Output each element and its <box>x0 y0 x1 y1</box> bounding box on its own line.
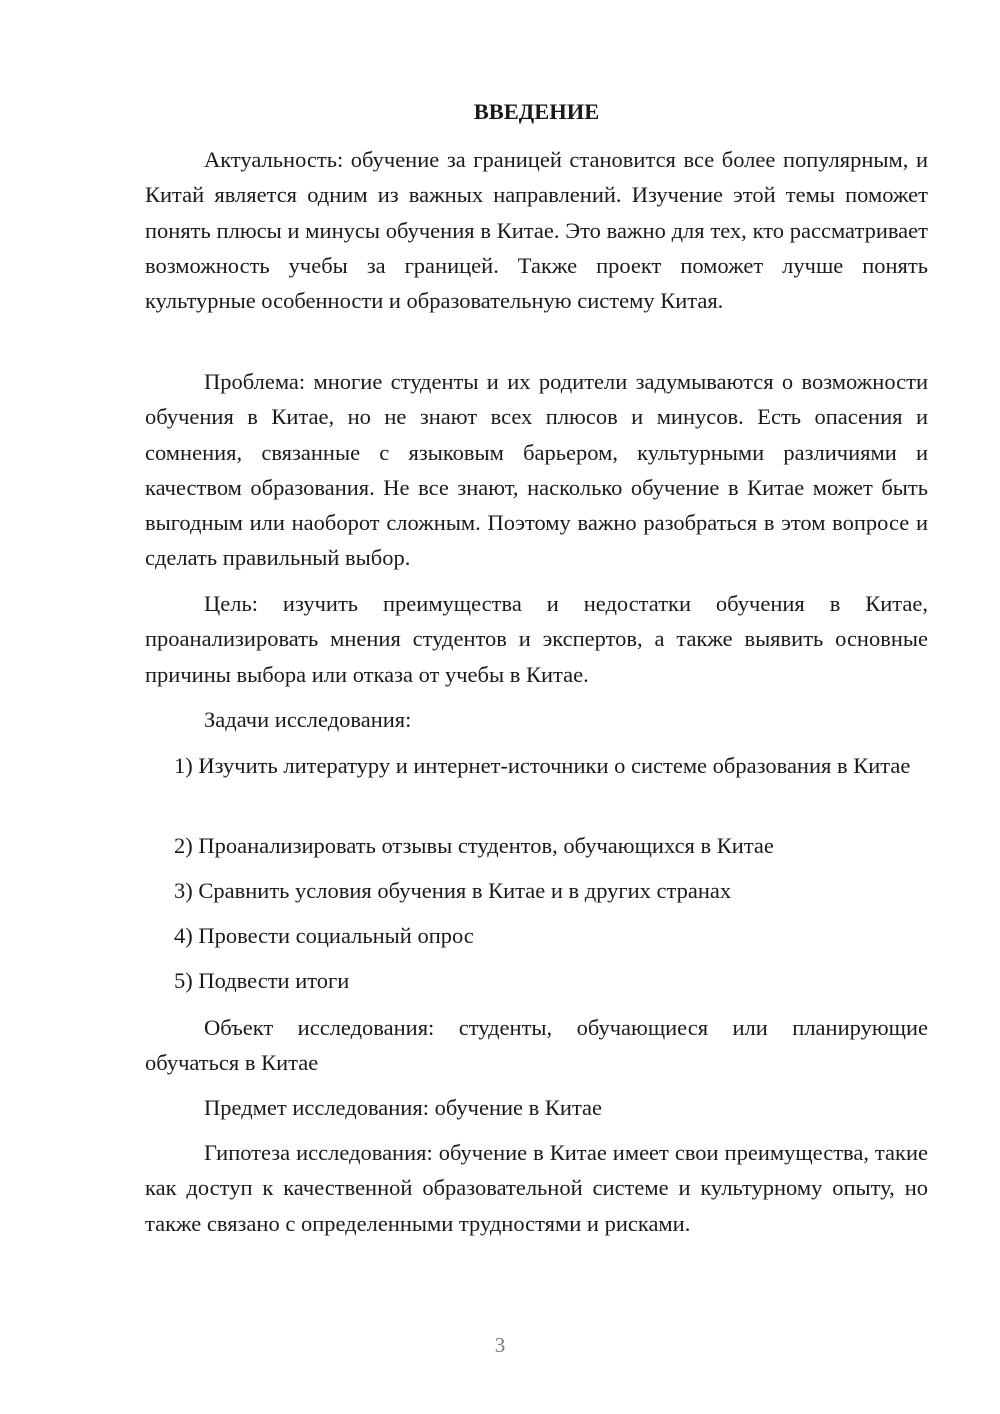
page-title: ВВЕДЕНИЕ <box>473 99 600 124</box>
subject-paragraph: Предмет исследования: обучение в Китае <box>204 1095 603 1120</box>
task-item-1: 1) Изучить литературу и интернет-источники о системе образования в Китае <box>174 753 911 778</box>
task-item-3: 3) Сравнить условия обучения в Китае и в других странах <box>174 878 732 903</box>
hypothesis-paragraph: Гипотеза исследования: обучение в Китае имеет свои преимущества, такие как доступ к качественной образовательной системе и культурному опыту, но также связано с определенными трудностями и рисками. <box>145 1140 928 1236</box>
object-paragraph: Объект исследования: студенты, обучающиеся или планирующие обучаться в Китае <box>145 1015 928 1076</box>
tasks-heading: Задачи исследования: <box>204 707 412 732</box>
relevance-paragraph: Актуальность: обучение за границей становится все более популярным, и Китай является одним из важных направлений. Изучение этой темы поможет понять плюсы и минусы обучения в Китае. Это важно для тех, кто рассматривает возможность учебы за границей. Также проект поможет лучше понять культурные особенности и образовательную систему Китая. <box>145 147 928 314</box>
task-item-4: 4) Провести социальный опрос <box>174 923 474 948</box>
task-item-5: 5) Подвести итоги <box>174 968 350 993</box>
problem-paragraph: Проблема: многие студенты и их родители задумываются о возможности обучения в Китае, но не знают всех плюсов и минусов. Есть опасения и сомнения, связанные с языковым барьером, культурными различиями и качеством образования. Не все знают, насколько обучение в Китае может быть выгодным или наоборот сложным. Поэтому важно разобраться в этом вопросе и сделать правильный выбор. <box>145 369 928 571</box>
goal-paragraph: Цель: изучить преимущества и недостатки обучения в Китае, проанализировать мнения студентов и экспертов, а также выявить основные причины выбора или отказа от учебы в Китае. <box>145 591 928 687</box>
task-item-2: 2) Проанализировать отзывы студентов, обучающихся в Китае <box>174 833 774 858</box>
page-number: 3 <box>494 1333 506 1357</box>
